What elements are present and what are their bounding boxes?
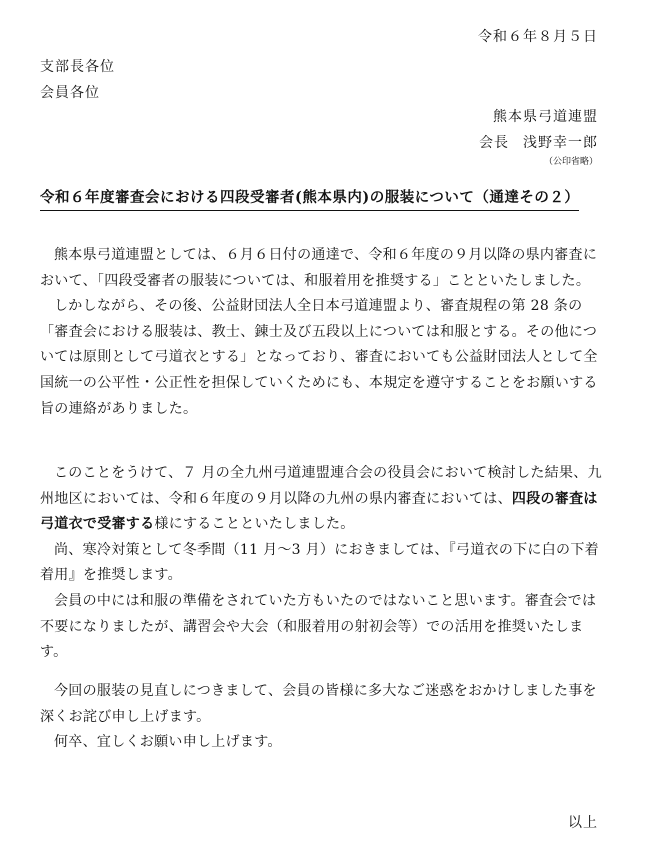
paragraph: 何卒、宜しくお願い申し上げます。 xyxy=(54,734,282,751)
closing-mark: 以上 xyxy=(568,815,598,831)
paragraph: しかしながら、その後、公益財団法人全日本弓道連盟より、審査規程の第 28 条の「審査会における服装は、教士、錬士及び五段以上については和服とする。その他については原則として弓道衣とする」となっており、審査においても公益財団法人として全国統一の公平性・公正性を担保していくためにも、本規定を遵守することをお願いする旨の連絡がありました。 xyxy=(40,298,598,417)
paragraph: 今回の服装の見直しにつきまして、会員の皆様に多大なご迷惑をおかけしました事を深くお詫び申し上げます。 xyxy=(40,683,597,725)
paragraph xyxy=(40,461,606,538)
chair-name: 浅野幸一郎 xyxy=(523,135,598,151)
document-date: 令和６年８月５日 xyxy=(478,29,598,45)
section-initial-notice xyxy=(40,243,606,422)
paragraph: 会員の中には和服の準備をされていた方もいたのではないこと思います。審査会では不要になりましたが、講習会や大会（和服着用の射初会等）での活用を推奨いたします。 xyxy=(40,592,597,661)
recipient-members: 会員各位 xyxy=(40,85,100,101)
emphasis-text: 四段の審査は弓道衣で受審する xyxy=(40,490,598,533)
text-run: このことをうけて、７ 月の全九州弓道連盟連合会の役員会において検討した結果、九州地区においては、令和６年度の９月以降の九州の県内審査においては、 xyxy=(40,465,602,507)
sender-chair xyxy=(479,132,598,152)
document-title: 令和６年度審査会における四段受審者(熊本県内)の服装について（通達その２） xyxy=(40,186,579,211)
seal-omitted-note: （公印省略） xyxy=(543,157,598,167)
text-run: 様にすることといたしました。 xyxy=(154,516,355,533)
recipient-branch-heads: 支部長各位 xyxy=(40,59,115,75)
section-apology xyxy=(40,679,606,756)
paragraph: 尚、寒冷対策として冬季間（11 月～3 月）におきましては、『弓道衣の下に白の下着着用』を推奨します。 xyxy=(40,541,599,584)
chair-title: 会長 xyxy=(479,135,509,151)
sender-organization: 熊本県弓道連盟 xyxy=(493,109,598,125)
section-decision xyxy=(40,461,606,666)
paragraph: 熊本県弓道連盟としては、６月６日付の通達で、令和６年度の９月以降の県内審査において、「四段受審者の服装については、和服着用を推奨する」ことといたしました。 xyxy=(40,247,598,289)
